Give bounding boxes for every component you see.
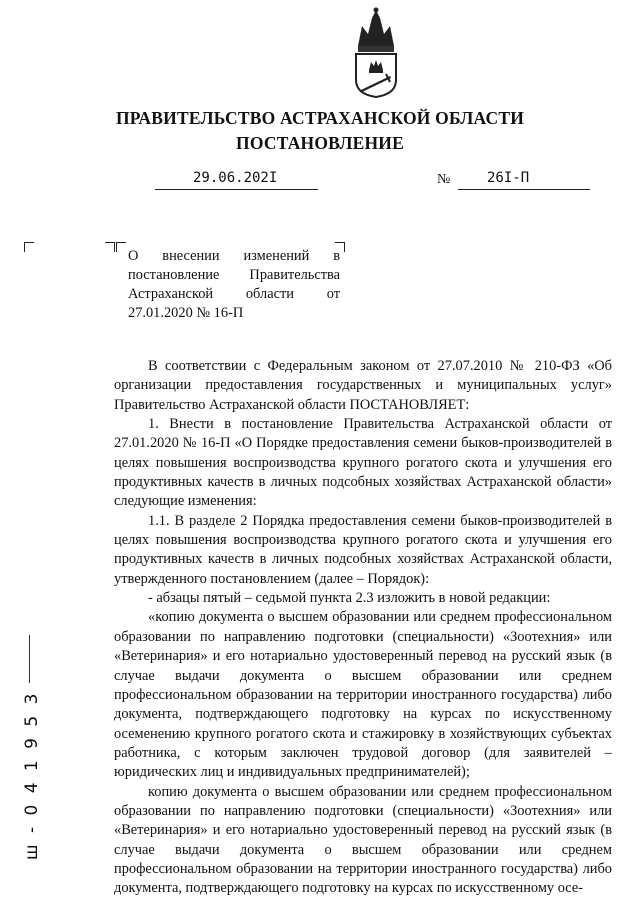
document-body [114,357,612,899]
subject-open-bracket-inner [116,242,126,252]
coat-of-arms-emblem [352,6,400,98]
subject-open-bracket [105,242,115,252]
paragraph-quote-2: копию документа о высшем образовании или среднем профессиональном образовании по направлению подготовки (специальности) «Зоотехния» или «Ветеринария» и его нотариально удостоверенный перевод на русский язык (в случае выдачи документа о высшем образовании или среднем профессиональном образовании на территории иностранного государства) либо документа, подтверждающего подготовку на курсах по искусственному осе- [114,783,612,897]
document-type-title: ПОСТАНОВЛЕНИЕ [236,133,404,153]
document-date: 29.06.202I [193,170,278,186]
paragraph-item-1: 1. Внести в постановление Правительства Астраханской области от 27.01.2020 № 16-П «О Порядке предоставления семени быков-производителей в целях повышения воспроизводства крупного рогатого скота и улучшения его продуктивных качеств в личных подсобных хозяйствах Астраханской области» следующие изменения: [114,416,612,510]
paragraph-item-1-1: 1.1. В разделе 2 Порядка предоставления семени быков-производителей в целях повышения воспроизводства крупного рогатого скота и улучшения его продуктивных качеств в личных подсобных хозяйствах Астраханской области, утвержденного постановлением (далее – Порядок): [114,512,612,587]
document-subject: О внесении изменений в постановление Правительства Астраханской области от 27.01.2020 № 16-П [128,248,340,321]
left-margin-corner-mark [24,242,34,252]
date-underline [155,189,318,190]
number-sign: № [437,172,451,187]
form-serial-number: ш - 0 4 1 9 5 3 [22,690,42,860]
margin-line [29,635,30,683]
paragraph-quote-1: «копию документа о высшем образовании или среднем профессиональном образовании по направлению подготовки (специальности) «Зоотехния» или «Ветеринария» и его нотариально удостоверенный перевод на русский язык (в случае выдачи документа о высшем образовании или среднем профессиональном образовании на территории иностранного государства) либо документа, подтверждающего подготовку на курсах по искусственному осеменению крупного рогатого скота и стажировку в хозяйствующих субъектах работника, с которым заключен трудовой договор (для заявителей – юридических лиц и индивидуальных предпринимателей); [114,609,612,781]
government-title: ПРАВИТЕЛЬСТВО АСТРАХАНСКОЙ ОБЛАСТИ [115,108,525,128]
paragraph-amendment-intro: - абзацы пятый – седьмой пункта 2.3 изложить в новой редакции: [148,590,551,607]
number-underline [458,189,590,190]
paragraph-preamble: В соответствии с Федеральным законом от 27.07.2010 № 210-ФЗ «Об организации предоставления государственных и муниципальных услуг» Правительство Астраханской области ПОСТАНОВЛЯЕТ: [114,358,612,413]
document-number: 26I-П [487,170,530,186]
